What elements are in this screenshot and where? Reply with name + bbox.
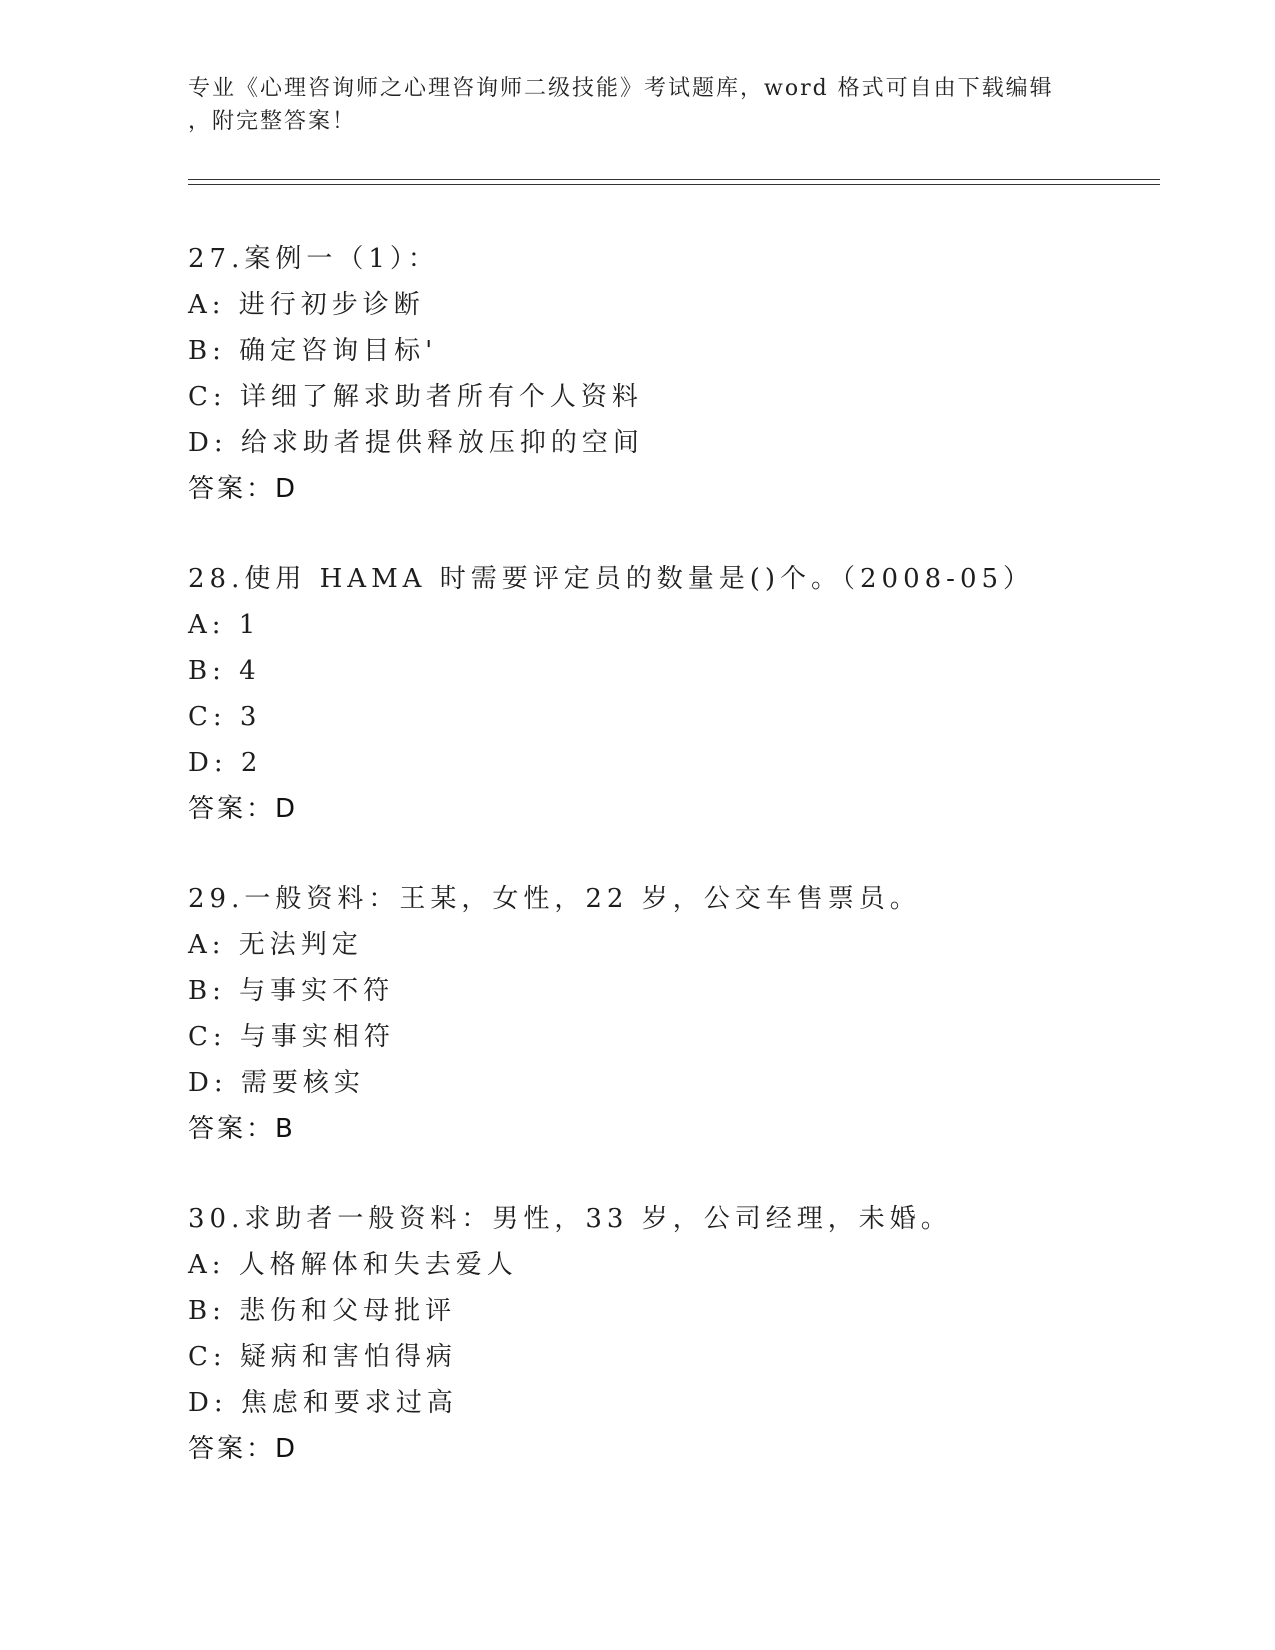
question-30 (188, 1196, 1138, 1472)
question-stem: 27.案例一（1）： (188, 244, 439, 274)
question-stem: 28.使用 HAMA 时需要评定员的数量是()个。（2008-05） (188, 564, 1035, 594)
header-divider-bottom (188, 184, 1160, 185)
option-c: C: 与事实相符 (188, 1022, 395, 1052)
option-d: D: 给求助者提供释放压抑的空间 (188, 428, 644, 458)
question-28 (188, 556, 1138, 832)
question-29 (188, 876, 1138, 1152)
option-a: A: 进行初步诊断 (188, 290, 425, 320)
option-d: D: 2 (188, 748, 263, 778)
header-title-line: 专业《心理咨询师之心理咨询师二级技能》考试题库，word 格式可自由下载编辑 (188, 76, 1054, 101)
option-c: C: 疑病和害怕得病 (188, 1342, 457, 1372)
answer-line: 答案：D (188, 1434, 299, 1464)
option-b: B: 4 (188, 656, 261, 686)
option-a: A: 人格解体和失去爱人 (188, 1250, 518, 1280)
option-a: A: 1 (188, 610, 261, 640)
question-stem: 30.求助者一般资料：男性，33 岁，公司经理，未婚。 (188, 1204, 952, 1234)
answer-line: 答案：D (188, 474, 299, 504)
option-c: C: 详细了解求助者所有个人资料 (188, 382, 643, 412)
option-b: B: 与事实不符 (188, 976, 395, 1006)
question-27 (188, 236, 1138, 512)
answer-line: 答案：D (188, 794, 299, 824)
option-a: A: 无法判定 (188, 930, 363, 960)
answer-line: 答案：B (188, 1114, 296, 1144)
document-header (188, 72, 1088, 138)
option-c: C: 3 (188, 702, 262, 732)
option-d: D: 焦虑和要求过高 (188, 1388, 458, 1418)
header-divider-top (188, 179, 1160, 180)
header-title-line-continued: ，附完整答案！ (188, 109, 357, 134)
option-b: B: 确定咨询目标' (188, 336, 438, 366)
option-b: B: 悲伤和父母批评 (188, 1296, 457, 1326)
question-stem: 29.一般资料：王某，女性，22 岁，公交车售票员。 (188, 884, 921, 914)
option-d: D: 需要核实 (188, 1068, 365, 1098)
